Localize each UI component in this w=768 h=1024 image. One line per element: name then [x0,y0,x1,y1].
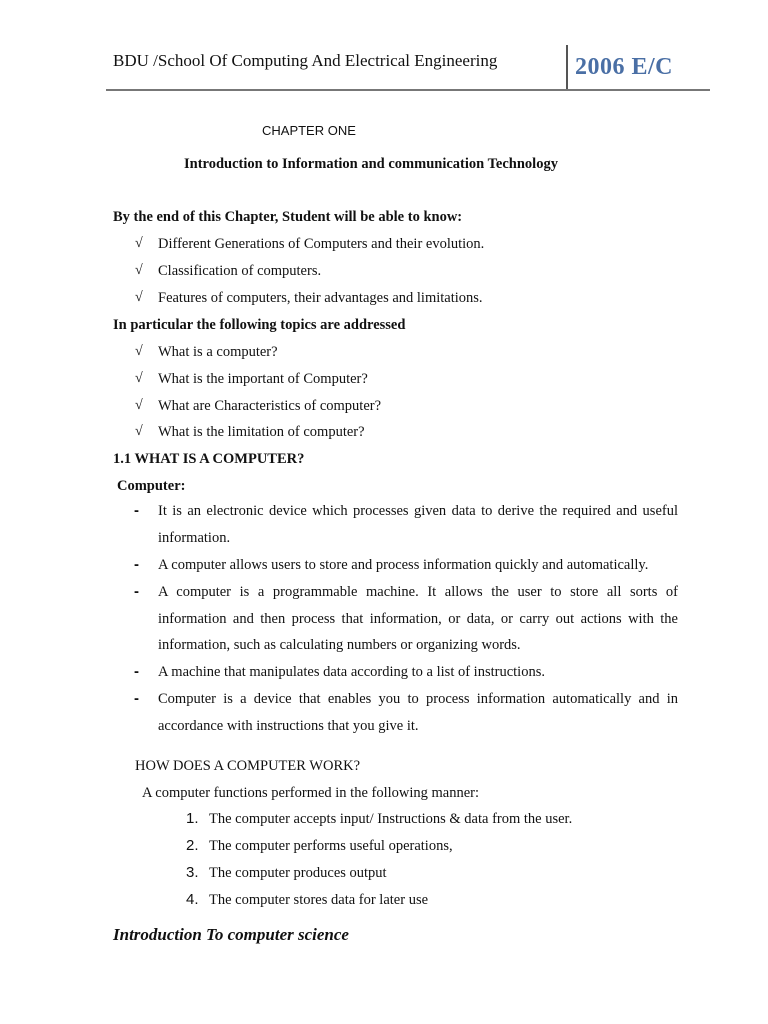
check-icon: √ [135,344,143,359]
how-intro: A computer functions performed in the following manner: [142,785,480,801]
check-icon: √ [135,236,143,251]
topic-item: What is the limitation of computer? [158,424,365,440]
dash-bullet: - [134,690,139,707]
objective-item: Different Generations of Computers and their evolution. [158,236,485,252]
how-heading: HOW DOES A COMPUTER WORK? [135,758,361,774]
step-number: 4. [186,891,199,908]
objective-item: Features of computers, their advantages and limitations. [158,290,483,306]
check-icon: √ [135,424,143,439]
definition-item: Computer is a device that enables you to process information automatically and in accordance with instructions that you give it. [158,691,678,734]
check-icon: √ [135,371,143,386]
objective-item: Classification of computers. [158,263,322,279]
dash-bullet: - [134,502,139,519]
topic-item: What is the important of Computer? [158,371,368,387]
topic-item: What is a computer? [158,344,278,360]
step-text: The computer accepts input/ Instructions & data from the user. [209,811,573,827]
chapter-title: Introduction to Information and communication Technology [184,156,558,172]
header-rule [106,89,710,91]
header-year: 2006 E/C [575,54,674,80]
header-divider [566,45,568,91]
section-heading: 1.1 WHAT IS A COMPUTER? [113,451,305,467]
definition-item: A machine that manipulates data according to a list of instructions. [158,664,545,680]
definition-item: A computer allows users to store and process information quickly and automatically. [158,557,649,573]
step-text: The computer produces output [209,865,387,881]
chapter-label: CHAPTER ONE [262,123,356,138]
step-number: 1. [186,810,199,827]
footer-title: Introduction To computer science [113,925,349,944]
definition-item: It is an electronic device which processes given data to derive the required and useful information. [158,503,678,546]
check-icon: √ [135,263,143,278]
definition-item: A computer is a programmable machine. It allows the user to store all sorts of information and then process that information, or data, or carry out actions with the information, such as calculating numbers or organizing words. [158,584,678,654]
step-text: The computer stores data for later use [209,892,429,908]
check-icon: √ [135,398,143,413]
dash-bullet: - [134,556,139,573]
dash-bullet: - [134,583,139,600]
objectives-heading: By the end of this Chapter, Student will be able to know: [113,209,463,225]
dash-bullet: - [134,663,139,680]
step-text: The computer performs useful operations, [209,838,453,854]
step-number: 3. [186,864,199,881]
topic-item: What are Characteristics of computer? [158,398,382,414]
topics-heading: In particular the following topics are addressed [113,317,406,333]
header-institution: BDU /School Of Computing And Electrical Engineering [113,51,498,70]
check-icon: √ [135,290,143,305]
section-subheading: Computer: [117,478,186,494]
step-number: 2. [186,837,199,854]
